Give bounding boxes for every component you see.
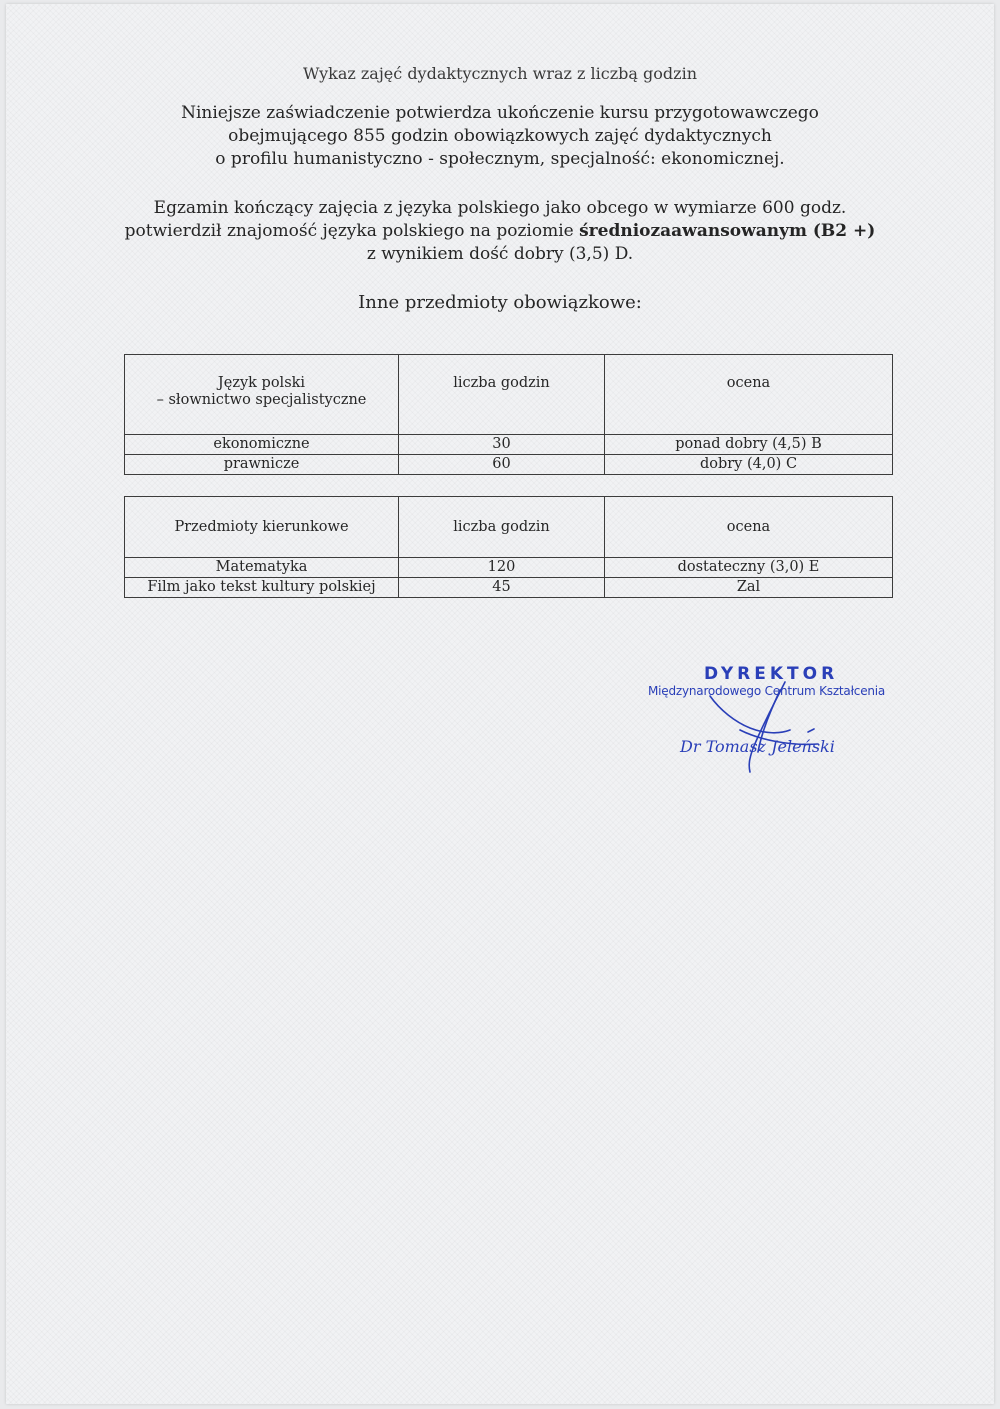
hours-cell: 30 <box>399 435 605 455</box>
polish-language-table <box>124 354 893 475</box>
subject-cell: ekonomiczne <box>125 435 399 455</box>
subject-cell: prawnicze <box>125 455 399 475</box>
table-header-row <box>125 497 893 558</box>
paragraph-line: z wynikiem dość dobry (3,5) D. <box>366 244 634 264</box>
subject-header: Przedmioty kierunkowe <box>125 497 399 558</box>
paragraph-line: Egzamin kończący zajęcia z języka polskiego jako obcego w wymiarze 600 godz. <box>153 198 847 218</box>
grade-cell: ponad dobry (4,5) B <box>605 435 893 455</box>
table-row <box>125 578 893 598</box>
grade-header: ocena <box>605 355 893 435</box>
director-stamp <box>640 660 900 790</box>
level-text: potwierdził znajomość języka polskiego na poziomie <box>124 221 580 241</box>
subject-header-line: Język polski <box>217 375 306 391</box>
hours-header: liczba godzin <box>399 497 605 558</box>
table-row <box>125 558 893 578</box>
level-value: średniozaawansowanym (B2 +) <box>579 221 876 241</box>
hours-cell: 45 <box>399 578 605 598</box>
exam-paragraph <box>0 197 1000 266</box>
signature-icon <box>640 660 900 790</box>
document-title: Wykaz zajęć dydaktycznych wraz z liczbą godzin <box>302 64 697 83</box>
table-header-row <box>125 355 893 435</box>
certificate-paragraph <box>0 102 1000 171</box>
paragraph-line: o profilu humanistyczno - społecznym, specjalność: ekonomicznej. <box>215 149 785 169</box>
table-row <box>125 435 893 455</box>
major-subjects-table <box>124 496 893 598</box>
subject-cell: Film jako tekst kultury polskiej <box>125 578 399 598</box>
hours-cell: 60 <box>399 455 605 475</box>
subject-cell: Matematyka <box>125 558 399 578</box>
paragraph-line: Niniejsze zaświadczenie potwierdza ukończenie kursu przygotowawczego <box>181 103 819 123</box>
grade-cell: dobry (4,0) C <box>605 455 893 475</box>
subject-header <box>125 355 399 435</box>
paragraph-line: obejmującego 855 godzin obowiązkowych zajęć dydaktycznych <box>228 126 772 146</box>
paragraph-line <box>0 220 1000 243</box>
subject-header-line: – słownictwo specjalistyczne <box>156 392 367 408</box>
other-subjects-heading: Inne przedmioty obowiązkowe: <box>358 292 642 313</box>
hours-cell: 120 <box>399 558 605 578</box>
table-row <box>125 455 893 475</box>
grade-cell: dostateczny (3,0) E <box>605 558 893 578</box>
stamp-institution: Międzynarodowego Centrum Kształcenia <box>648 684 886 698</box>
hours-header: liczba godzin <box>399 355 605 435</box>
stamp-name: Dr Tomasz Jeleński <box>680 737 835 756</box>
stamp-title: DYREKTOR <box>704 664 839 684</box>
grade-header: ocena <box>605 497 893 558</box>
grade-cell: Zal <box>605 578 893 598</box>
